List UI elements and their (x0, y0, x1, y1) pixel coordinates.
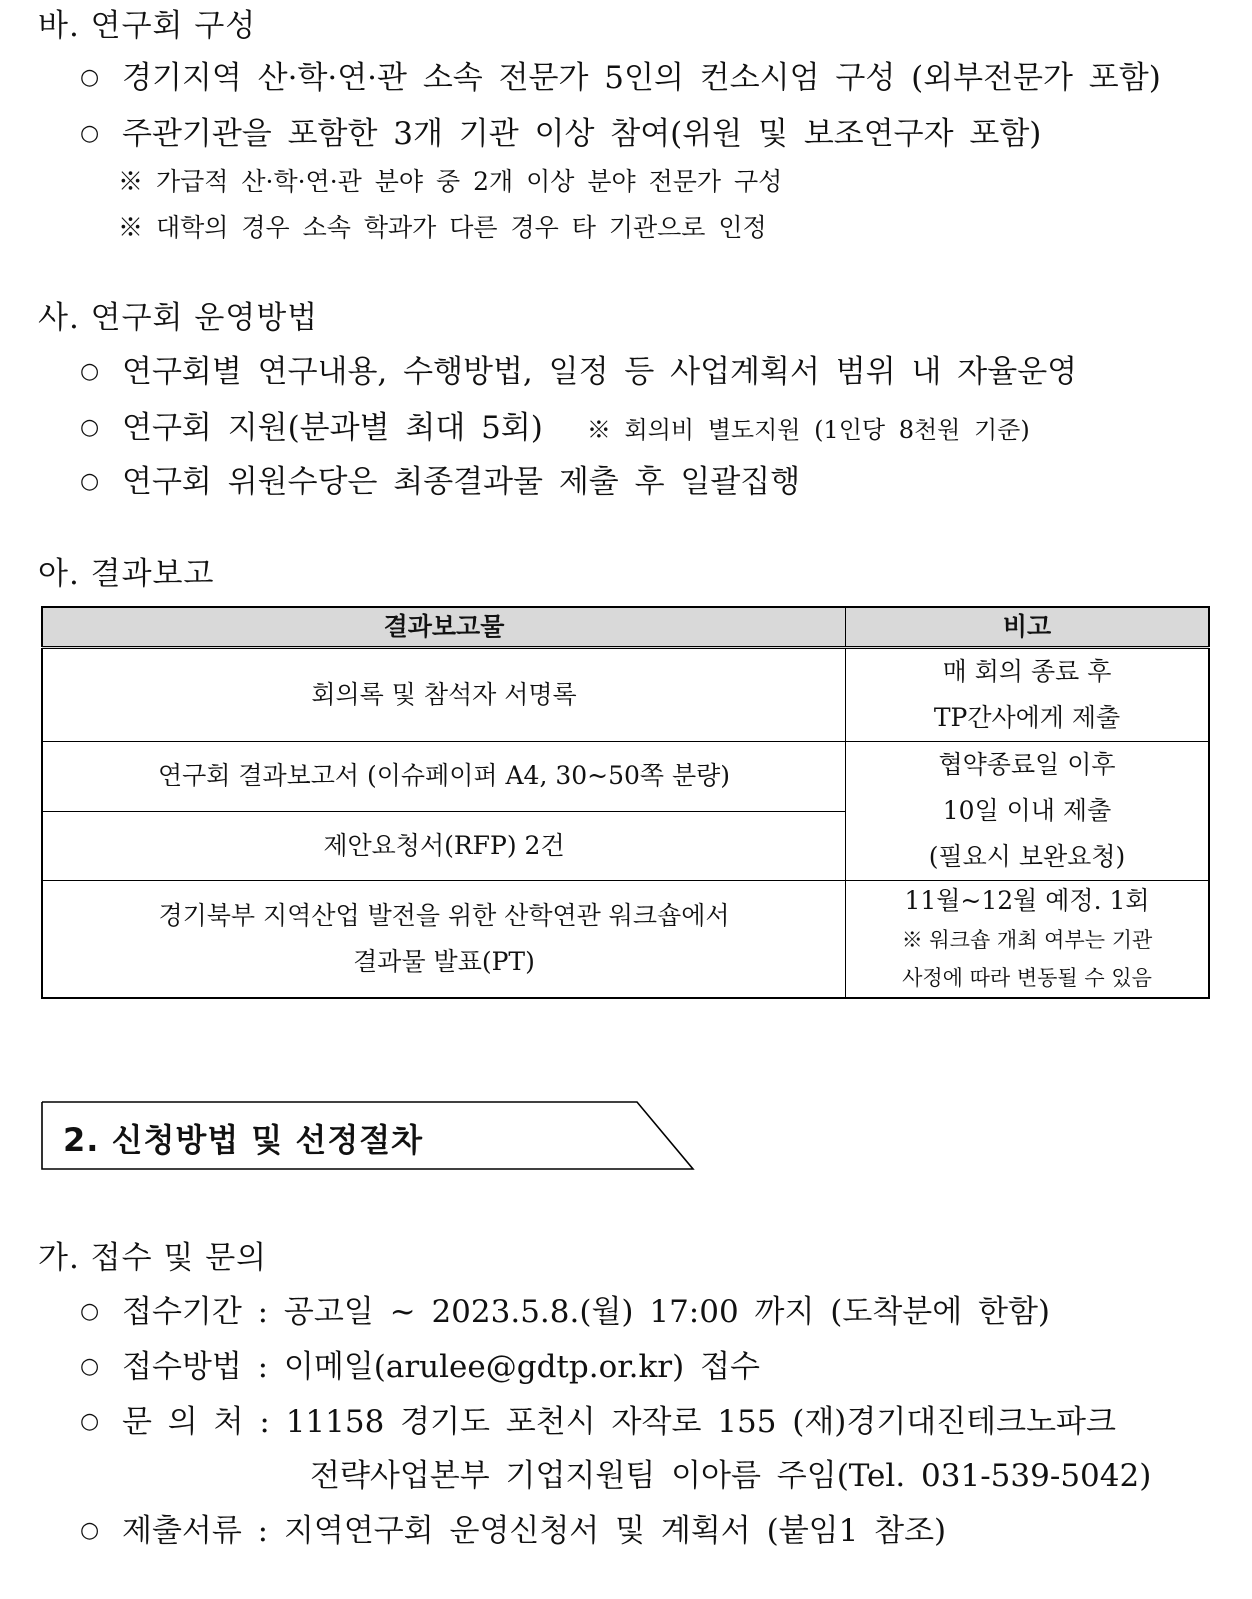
list-item: ○ 제출서류 : 지역연구회 운영신청서 및 계획서 (붙임1 참조) (80, 1513, 947, 1549)
list-item: ○ 주관기관을 포함한 3개 기관 이상 참여(위원 및 보조연구자 포함) (80, 116, 1042, 152)
chapter-title-box (41, 1101, 696, 1171)
table-cell: 매 회의 종료 후 TP간사에게 제출 (846, 648, 1210, 742)
list-item: ○ 문 의 처 : 11158 경기도 포천시 자작로 155 (재)경기대진테크노파크 (80, 1404, 1116, 1440)
table-cell: 제안요청서(RFP) 2건 (42, 811, 846, 881)
list-item: ○ 연구회 위원수당은 최종결과물 제출 후 일괄집행 (80, 464, 801, 500)
table-row (42, 648, 1209, 742)
contact-continuation: 전략사업본부 기업지원팀 이아름 주임(Tel. 031-539-5042) (310, 1458, 1152, 1494)
table-cell: 회의록 및 참석자 서명록 (42, 648, 846, 742)
table-cell: 경기북부 지역산업 발전을 위한 산학연관 워크숍에서 결과물 발표(PT) (42, 881, 846, 999)
table-header: 결과보고물 (42, 607, 846, 648)
section-title-composition: 바. 연구회 구성 (38, 8, 257, 44)
list-item: ○ 접수기간 : 공고일 ~ 2023.5.8.(월) 17:00 까지 (도착분에 한함) (80, 1294, 1051, 1330)
list-item: ○ 연구회별 연구내용, 수행방법, 일정 등 사업계획서 범위 내 자율운영 (80, 354, 1078, 390)
table-cell: 협약종료일 이후 10일 이내 제출 (필요시 보완요청) (846, 742, 1210, 881)
section-title-operation: 사. 연구회 운영방법 (38, 300, 319, 336)
table-row (42, 881, 1209, 999)
section-title-receipt: 가. 접수 및 문의 (38, 1240, 268, 1276)
table-cell: 연구회 결과보고서 (이슈페이퍼 A4, 30~50쪽 분량) (42, 742, 846, 812)
table-cell: 11월~12월 예정. 1회 ※ 워크숍 개최 여부는 기관 사정에 따라 변동될 수 있음 (846, 881, 1210, 999)
table-row (42, 742, 1209, 812)
section-title-report: 아. 결과보고 (38, 556, 215, 592)
note: ※ 대학의 경우 소속 학과가 다른 경우 타 기관으로 인정 (118, 213, 767, 242)
list-item: ○ 경기지역 산·학·연·관 소속 전문가 5인의 컨소시엄 구성 (외부전문가 포함) (80, 60, 1161, 96)
note: ※ 가급적 산·학·연·관 분야 중 2개 이상 분야 전문가 구성 (118, 167, 783, 196)
table-header: 비고 (846, 607, 1210, 648)
inline-note: ※ 회의비 별도지원 (1인당 8천원 기준) (586, 416, 1030, 444)
list-item: ○ 연구회 지원(분과별 최대 5회) ※ 회의비 별도지원 (1인당 8천원 기준) (80, 410, 1030, 446)
report-table (41, 606, 1210, 999)
list-item: ○ 접수방법 : 이메일(arulee@gdtp.or.kr) 접수 (80, 1349, 760, 1385)
chapter-title: 2. 신청방법 및 선정절차 (63, 1121, 424, 1159)
